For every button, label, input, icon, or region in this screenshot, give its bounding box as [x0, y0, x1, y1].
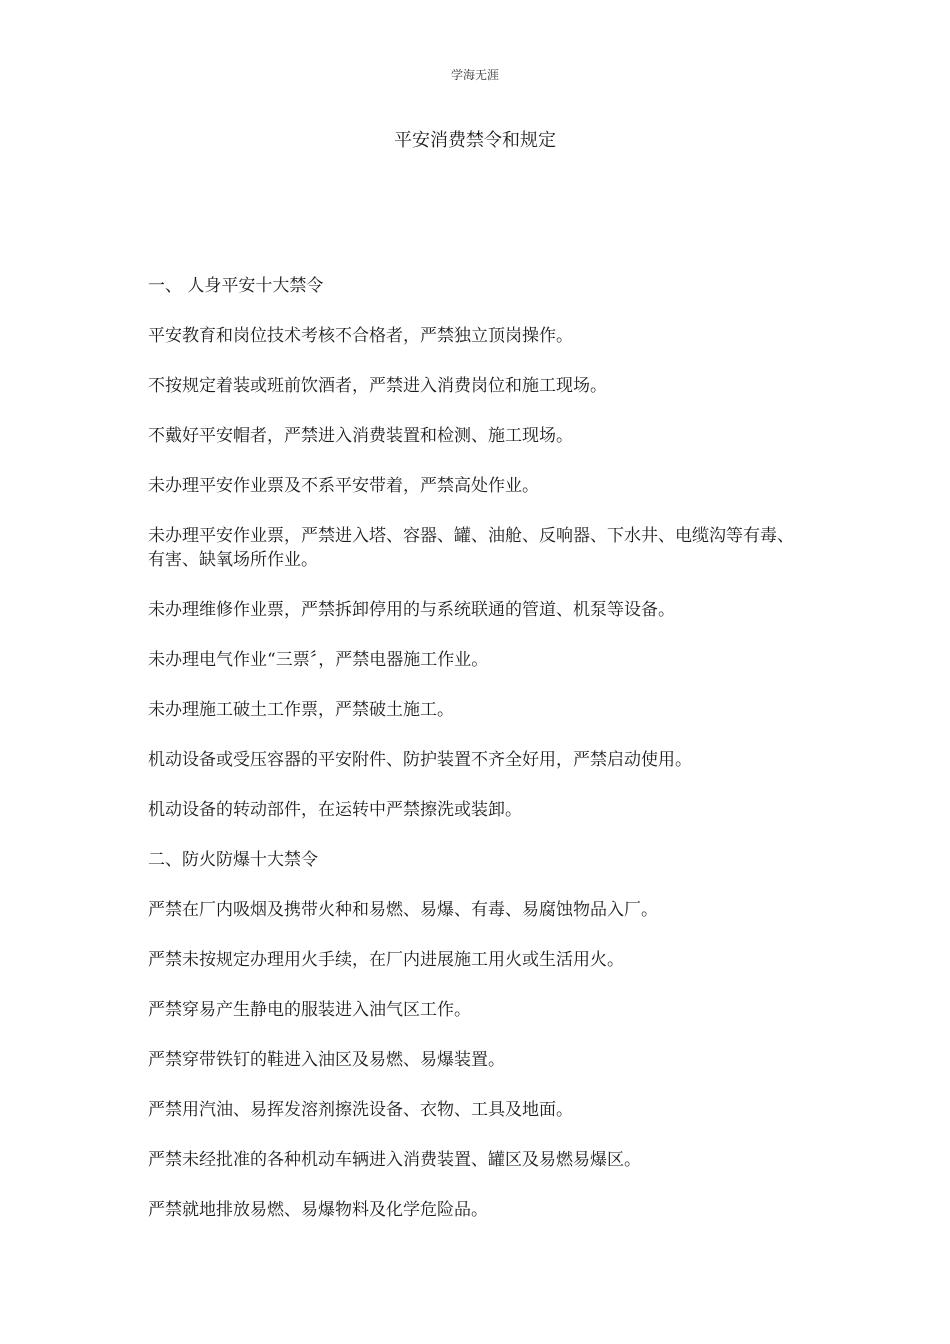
rule-paragraph: 严禁用汽油、易挥发溶剂擦洗设备、衣物、工具及地面。 — [148, 1100, 573, 1120]
section-heading-fire-prevention: 二、防火防爆十大禁令 — [148, 850, 318, 870]
rule-paragraph: 未办理平安作业票及不系平安带着，严禁高处作业。 — [148, 476, 539, 496]
rule-paragraph: 不按规定着装或班前饮酒者，严禁进入消费岗位和施工现场。 — [148, 376, 607, 396]
rule-paragraph: 平安教育和岗位技术考核不合格者，严禁独立顶岗操作。 — [148, 326, 573, 346]
section-heading-personal-safety: 一、 人身平安十大禁令 — [148, 276, 324, 296]
rule-paragraph: 未办理维修作业票，严禁拆卸停用的与系统联通的管道、机泵等设备。 — [148, 600, 675, 620]
rule-paragraph: 未办理电气作业“三票〞，严禁电器施工作业。 — [148, 650, 489, 670]
rule-paragraph: 不戴好平安帽者，严禁进入消费装置和检测、施工现场。 — [148, 426, 573, 446]
rule-paragraph: 严禁在厂内吸烟及携带火种和易燃、易爆、有毒、易腐蚀物品入厂。 — [148, 900, 658, 920]
rule-paragraph: 未办理施工破土工作票，严禁破土施工。 — [148, 700, 454, 720]
document-body — [148, 274, 808, 1248]
rule-paragraph: 严禁就地排放易燃、易爆物料及化学危险品。 — [148, 1200, 488, 1220]
rule-paragraph: 未办理平安作业票，严禁进入塔、容器、罐、油舱、反响器、下水井、电缆沟等有毒、有害、缺氧场所作业。 — [148, 526, 794, 570]
rule-paragraph: 严禁未经批准的各种机动车辆进入消费装置、罐区及易燃易爆区。 — [148, 1150, 641, 1170]
rule-paragraph: 严禁穿易产生静电的服装进入油气区工作。 — [148, 1000, 471, 1020]
document-title: 平安消费禁令和规定 — [394, 130, 556, 151]
rule-paragraph: 机动设备或受压容器的平安附件、防护装置不齐全好用，严禁启动使用。 — [148, 750, 692, 770]
rule-paragraph: 严禁未按规定办理用火手续，在厂内进展施工用火或生活用火。 — [148, 950, 624, 970]
rule-paragraph: 严禁穿带铁钉的鞋进入油区及易燃、易爆装置。 — [148, 1050, 505, 1070]
page-header: 学海无涯 — [450, 68, 499, 82]
rule-paragraph: 机动设备的转动部件，在运转中严禁擦洗或装卸。 — [148, 800, 522, 820]
